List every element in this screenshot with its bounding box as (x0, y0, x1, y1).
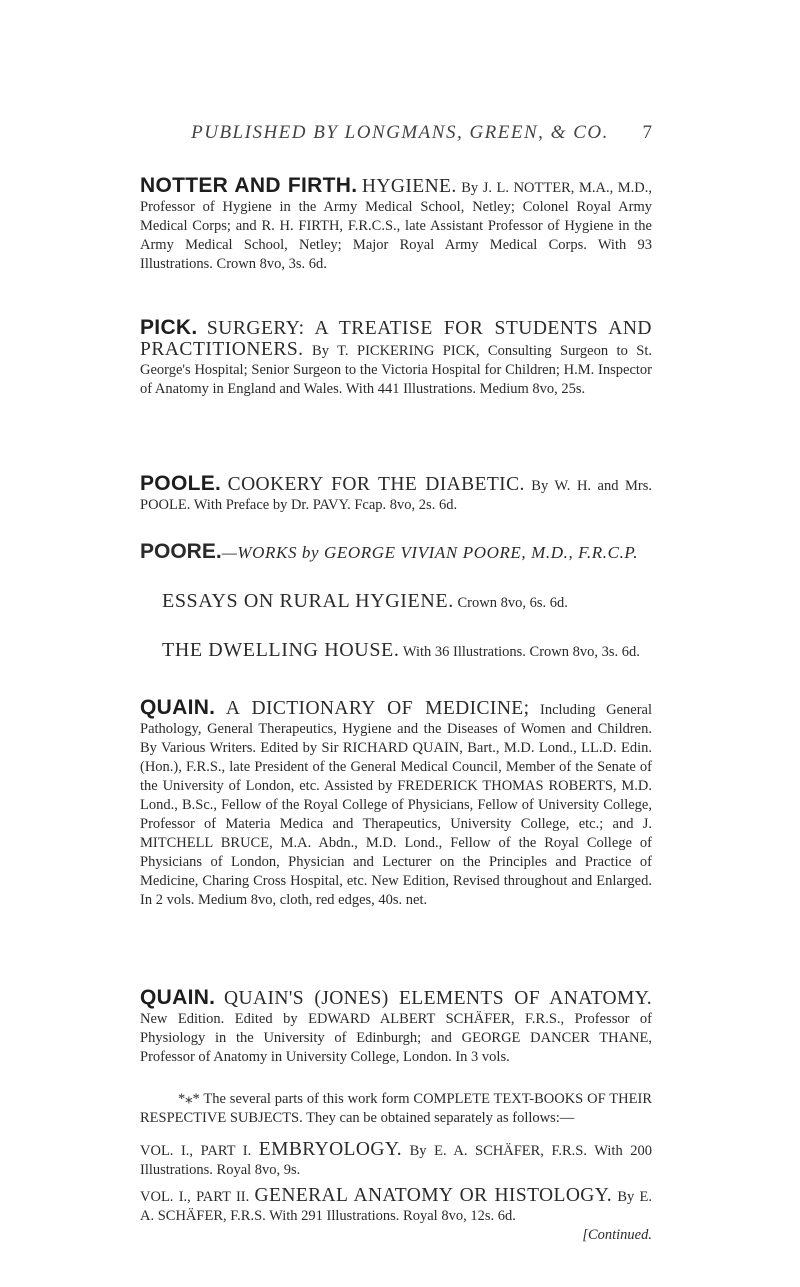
entry-head: POOLE. (140, 472, 222, 495)
entry-body: By J. L. NOTTER, M.A., M.D., Professor of Hygiene in the Army Medical School, Netley; Colonel Royal Army Medical Corps; and R. H. FIRTH, F.R.C.S., late Assistant Professor of Hygiene in the Army Medical School, Netley; Major Royal Army Medical Corps. With 93 Illustrations. Crown 8vo, 3s. 6d. (140, 180, 652, 272)
entry-title: A DICTIONARY OF MEDICINE; (225, 698, 530, 719)
entry-notter-firth (140, 176, 652, 274)
entry-body: New Edition. Edited by EDWARD ALBERT SCHÄFER, F.R.S., Professor of Physiology in the University of Edinburgh; and GEORGE DANCER THANE, Professor of Anatomy in University College, London. In 3 vols. (140, 1011, 652, 1065)
entry-title: COOKERY FOR THE DIABETIC. (227, 474, 525, 495)
entry-head: POORE. (140, 540, 222, 563)
entry-title: SURGERY: A TREATISE FOR STUDENTS AND PRACTITIONERS. (140, 318, 652, 360)
entry-quain-dictionary (140, 698, 652, 910)
entry-quain-anatomy (140, 988, 652, 1067)
item-title: ESSAYS ON RURAL HYGIENE. (162, 590, 454, 612)
running-head-title: PUBLISHED BY LONGMANS, GREEN, & CO. (191, 122, 609, 143)
volume-title: GENERAL ANATOMY OR HISTOLOGY. (254, 1185, 613, 1206)
anatomy-note: *⁎* The several parts of this work form COMPLETE TEXT-BOOKS OF THEIR RESPECTIVE SUBJECTS. They can be obtained separately as follows:— (140, 1091, 652, 1126)
entry-title: QUAIN'S (JONES) ELEMENTS OF ANATOMY. (224, 988, 652, 1009)
page-number: 7 (642, 122, 652, 143)
volume-histology (140, 1186, 652, 1226)
entry-body: By T. PICKERING PICK, Consulting Surgeon to St. George's Hospital; Senior Surgeon to the Victoria Hospital for Children; H.M. Inspector of Anatomy in England and Wales. With 441 Illustrations. Medium 8vo, 25s. (140, 343, 653, 397)
volume-label: VOL. I., PART I. (140, 1143, 252, 1159)
entry-head: PICK. (140, 316, 198, 339)
running-head (0, 122, 800, 148)
entry-head: QUAIN. (140, 986, 216, 1009)
volume-embryology (140, 1140, 652, 1180)
entry-title: HYGIENE. (361, 176, 457, 197)
volume-body: By E. A. SCHÄFER, F.R.S. With 200 Illustrations. Royal 8vo, 9s. (140, 1143, 653, 1178)
entry-pick (140, 318, 652, 399)
poore-item-essays (162, 592, 682, 613)
entry-poole (140, 474, 652, 515)
item-title: THE DWELLING HOUSE. (162, 639, 400, 661)
entry-poore (140, 542, 660, 564)
entry-head: QUAIN. (140, 696, 216, 719)
volume-body: By E. A. SCHÄFER, F.R.S. With 291 Illustrations. Royal 8vo, 12s. 6d. (140, 1189, 653, 1224)
volume-label: VOL. I., PART II. (140, 1189, 250, 1205)
volume-title: EMBRYOLOGY. (258, 1139, 403, 1160)
entry-head: NOTTER AND FIRTH. (140, 174, 358, 197)
poore-item-dwelling (162, 641, 682, 662)
entry-body: By W. H. and Mrs. POOLE. With Preface by Dr. PAVY. Fcap. 8vo, 2s. 6d. (140, 478, 652, 513)
entry-body: Including General Pathology, General Therapeutics, Hygiene and the Diseases of Women and Children. By Various Writers. Edited by Sir RICHARD QUAIN, Bart., M.D. Lond., LL.D. Edin. (Hon.), F.R.S., late President of the General Medical Council, Member of the Senate of the University of London, etc. Assisted by FREDERICK THOMAS ROBERTS, M.D. Lond., B.Sc., Fellow of the Royal College of Physicians, Fellow of University College, Professor of Materia Medica and Therapeutics, University College, etc.; and J. MITCHELL BRUCE, M.A. Abdn., M.D. Lond., Fellow of the Royal College of Physicians of London, Physician and Lecturer on the Principles and Practice of Medicine, Charing Cross Hospital, etc. New Edition, Revised throughout and Enlarged. In 2 vols. Medium 8vo, cloth, red edges, 40s. net. (140, 702, 652, 908)
continued-note: [Continued. (582, 1227, 652, 1243)
item-body: With 36 Illustrations. Crown 8vo, 3s. 6d. (402, 644, 640, 660)
entry-subhead: —WORKS by GEORGE VIVIAN POORE, M.D., F.R.C.P. (221, 543, 639, 562)
item-body: Crown 8vo, 6s. 6d. (457, 595, 568, 611)
